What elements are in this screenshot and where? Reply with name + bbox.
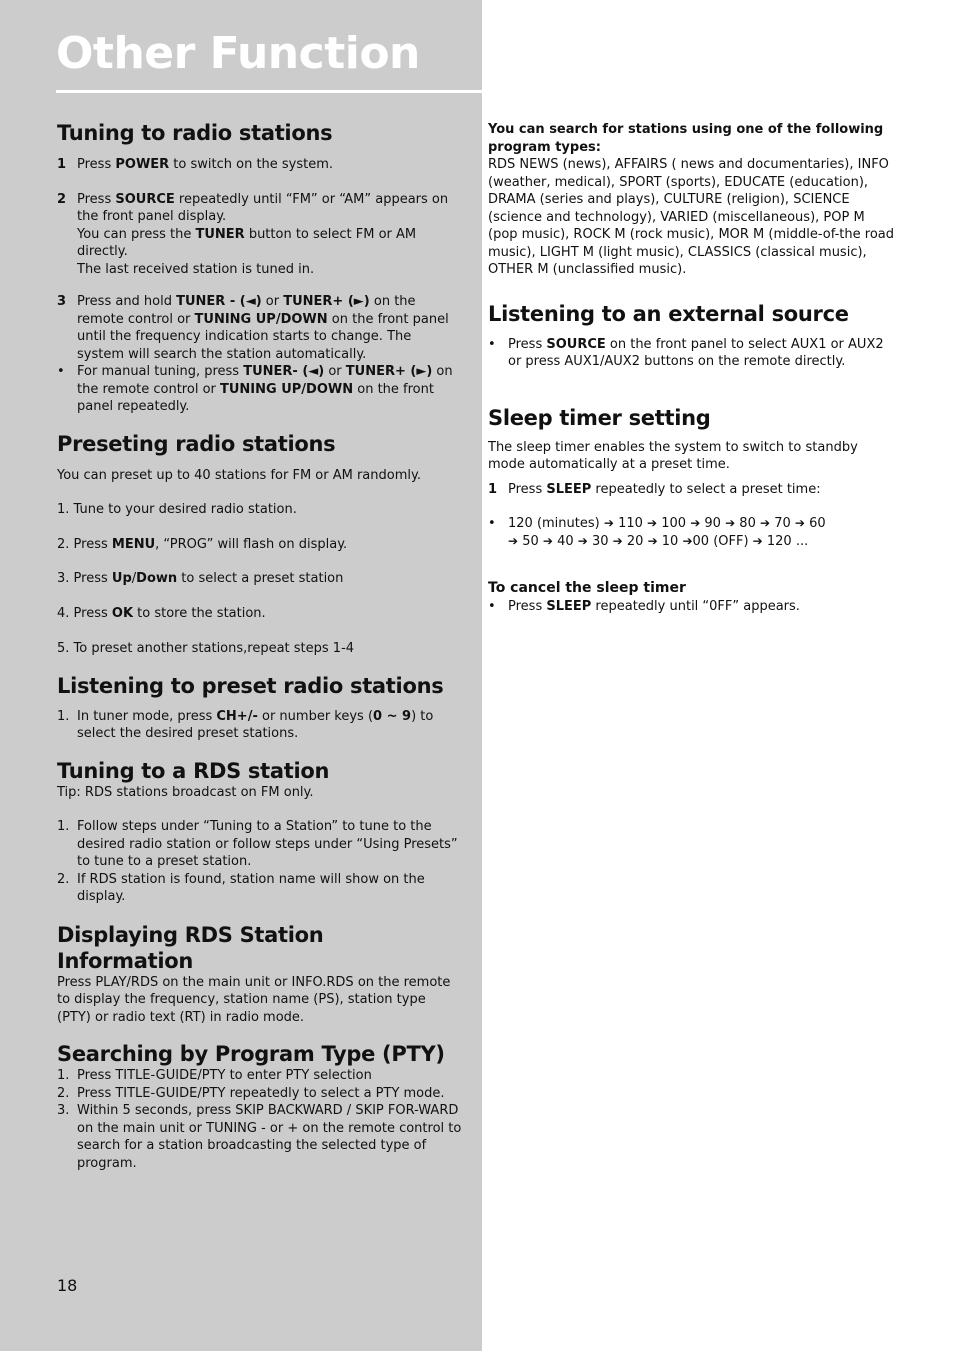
program-types-text: RDS NEWS (news), AFFAIRS ( news and documentaries), INFO (weather, medical), SPORT (sports), EDUCATE (education), DRAMA (series and plays), CULTURE (religion), SCIENCE (science and technology), VARIED (miscellaneous), POP M (pop music), ROCK M (rock music), MOR M (middle-of-the road music), LIGHT M (light music), CLASSICS (classical music), OTHER M (unclassified music).	[488, 157, 895, 277]
rds-tip: Tip: RDS stations broadcast on FM only.	[57, 784, 314, 800]
tuning-heading: Tuning to radio stations	[57, 121, 333, 145]
arrow-icon: ➔	[725, 516, 736, 530]
right-column	[488, 121, 898, 615]
arrow-icon: ➔	[759, 516, 771, 530]
sleep-cancel-heading: To cancel the sleep timer	[488, 580, 686, 596]
arrow-icon: ➔	[647, 516, 658, 530]
tuning-manual-bullet: • For manual tuning, press TUNER- (◄) or TUNER+ (►) on the remote control or TUNING UP/DOWN on the front panel repeatedly.	[57, 363, 462, 416]
title-rule	[56, 90, 482, 93]
preset-step-5: 5. To preset another stations,repeat steps 1-4	[57, 641, 355, 656]
arrow-icon: ➔	[752, 533, 763, 548]
left-column	[57, 120, 462, 1172]
preset-heading: Preseting radio stations	[57, 431, 336, 456]
list-item: 1. Press TITLE-GUIDE/PTY to enter PTY selection	[57, 1068, 372, 1083]
list-item: 3. Within 5 seconds, press SKIP BACKWARD / SKIP FOR-WARD on the main unit or TUNING - or + on the remote control to search for a station broadcasting the selected type of program.	[57, 1103, 462, 1171]
rds-info-text: Press PLAY/RDS on the main unit or INFO.RDS on the remote to display the frequency, station name (PS), station type (PTY) or radio text (RT) in radio mode.	[57, 974, 451, 1025]
preset-step-2: 2. Press MENU, “PROG” will flash on display.	[57, 536, 348, 552]
page-number: 18	[57, 1276, 78, 1295]
sleep-heading: Sleep timer setting	[488, 405, 711, 430]
listen-preset-step: 1. In tuner mode, press CH+/- or number keys (0 ~ 9) to select the desired preset stations.	[57, 708, 434, 741]
step-text: Press and hold TUNER - (◄) or TUNER+ (►) on the remote control or TUNING UP/DOWN on the front panel until the frequency indication starts to change. The system will search the station automatically.	[77, 294, 449, 362]
tuning-step-2	[57, 191, 462, 279]
page-title: Other Function	[56, 28, 420, 79]
external-heading: Listening to an external source	[488, 301, 849, 326]
rds-heading: Tuning to a RDS station	[57, 758, 330, 783]
list-item: 1. Follow steps under “Tuning to a Station” to tune to the desired radio station or follow steps under “Using Presets” to tune to a preset station.	[57, 819, 458, 869]
rds-info-heading: Displaying RDS Station Information	[57, 922, 324, 973]
arrow-icon: ➔	[603, 516, 614, 530]
arrow-icon: ➔	[682, 533, 693, 548]
tuning-step-1	[57, 156, 462, 174]
preset-step-1: 1. Tune to your desired radio station.	[57, 502, 297, 517]
step-text: Press POWER to switch on the system.	[77, 157, 334, 172]
arrow-icon: ➔	[690, 516, 701, 530]
preset-step-3: 3. Press Up/Down to select a preset station	[57, 571, 344, 586]
arrow-icon: ➔	[577, 533, 588, 548]
bullet-text: For manual tuning, press TUNER- (◄) or TUNER+ (►) on the remote control or TUNING UP/DOWN on the front panel repeatedly.	[77, 364, 453, 414]
step-text: Press SOURCE repeatedly until “FM” or “AM” appears on the front panel display. You can press the TUNER button to select FM or AM directly. The last received station is tuned in.	[77, 191, 449, 277]
arrow-icon: ➔	[794, 516, 805, 530]
sleep-intro: The sleep timer enables the system to switch to standby mode automatically at a preset time.	[488, 439, 858, 472]
pty-list	[57, 1067, 462, 1172]
arrow-icon: ➔	[612, 533, 623, 548]
step-number: 1	[57, 157, 67, 172]
list-item: 2. Press TITLE-GUIDE/PTY repeatedly to select a PTY mode.	[57, 1085, 445, 1101]
rds-list	[57, 818, 462, 906]
program-types-heading: You can search for stations using one of the following program types:	[488, 122, 884, 155]
arrow-icon: ➔	[508, 533, 519, 548]
listen-preset-heading: Listening to preset radio stations	[57, 673, 444, 698]
sleep-cancel-bullet: • Press SLEEP repeatedly until “0FF” appears.	[488, 598, 800, 614]
arrow-icon: ➔	[542, 533, 553, 548]
step-number: 3	[57, 294, 67, 309]
preset-step-4: 4. Press OK to store the station.	[57, 605, 266, 621]
list-item: 2. If RDS station is found, station name will show on the display.	[57, 871, 425, 904]
arrow-icon: ➔	[647, 533, 658, 548]
preset-intro: You can preset up to 40 stations for FM or AM randomly.	[57, 467, 421, 483]
external-bullet: • Press SOURCE on the front panel to select AUX1 or AUX2 or press AUX1/AUX2 buttons on the remote directly.	[488, 336, 884, 369]
pty-heading: Searching by Program Type (PTY)	[57, 1042, 445, 1066]
tuning-step-3	[57, 293, 462, 363]
sleep-step-1: 1 Press SLEEP repeatedly to select a preset time:	[488, 481, 821, 497]
step-number: 2	[57, 191, 67, 207]
sleep-sequence: • 120 (minutes) ➔ 110 ➔ 100 ➔ 90 ➔ 80 ➔ 70 ➔ 60 ➔ 50 ➔ 40 ➔ 30 ➔ 20 ➔ 10 ➔00 (OFF) ➔ 120 ...	[488, 516, 826, 549]
